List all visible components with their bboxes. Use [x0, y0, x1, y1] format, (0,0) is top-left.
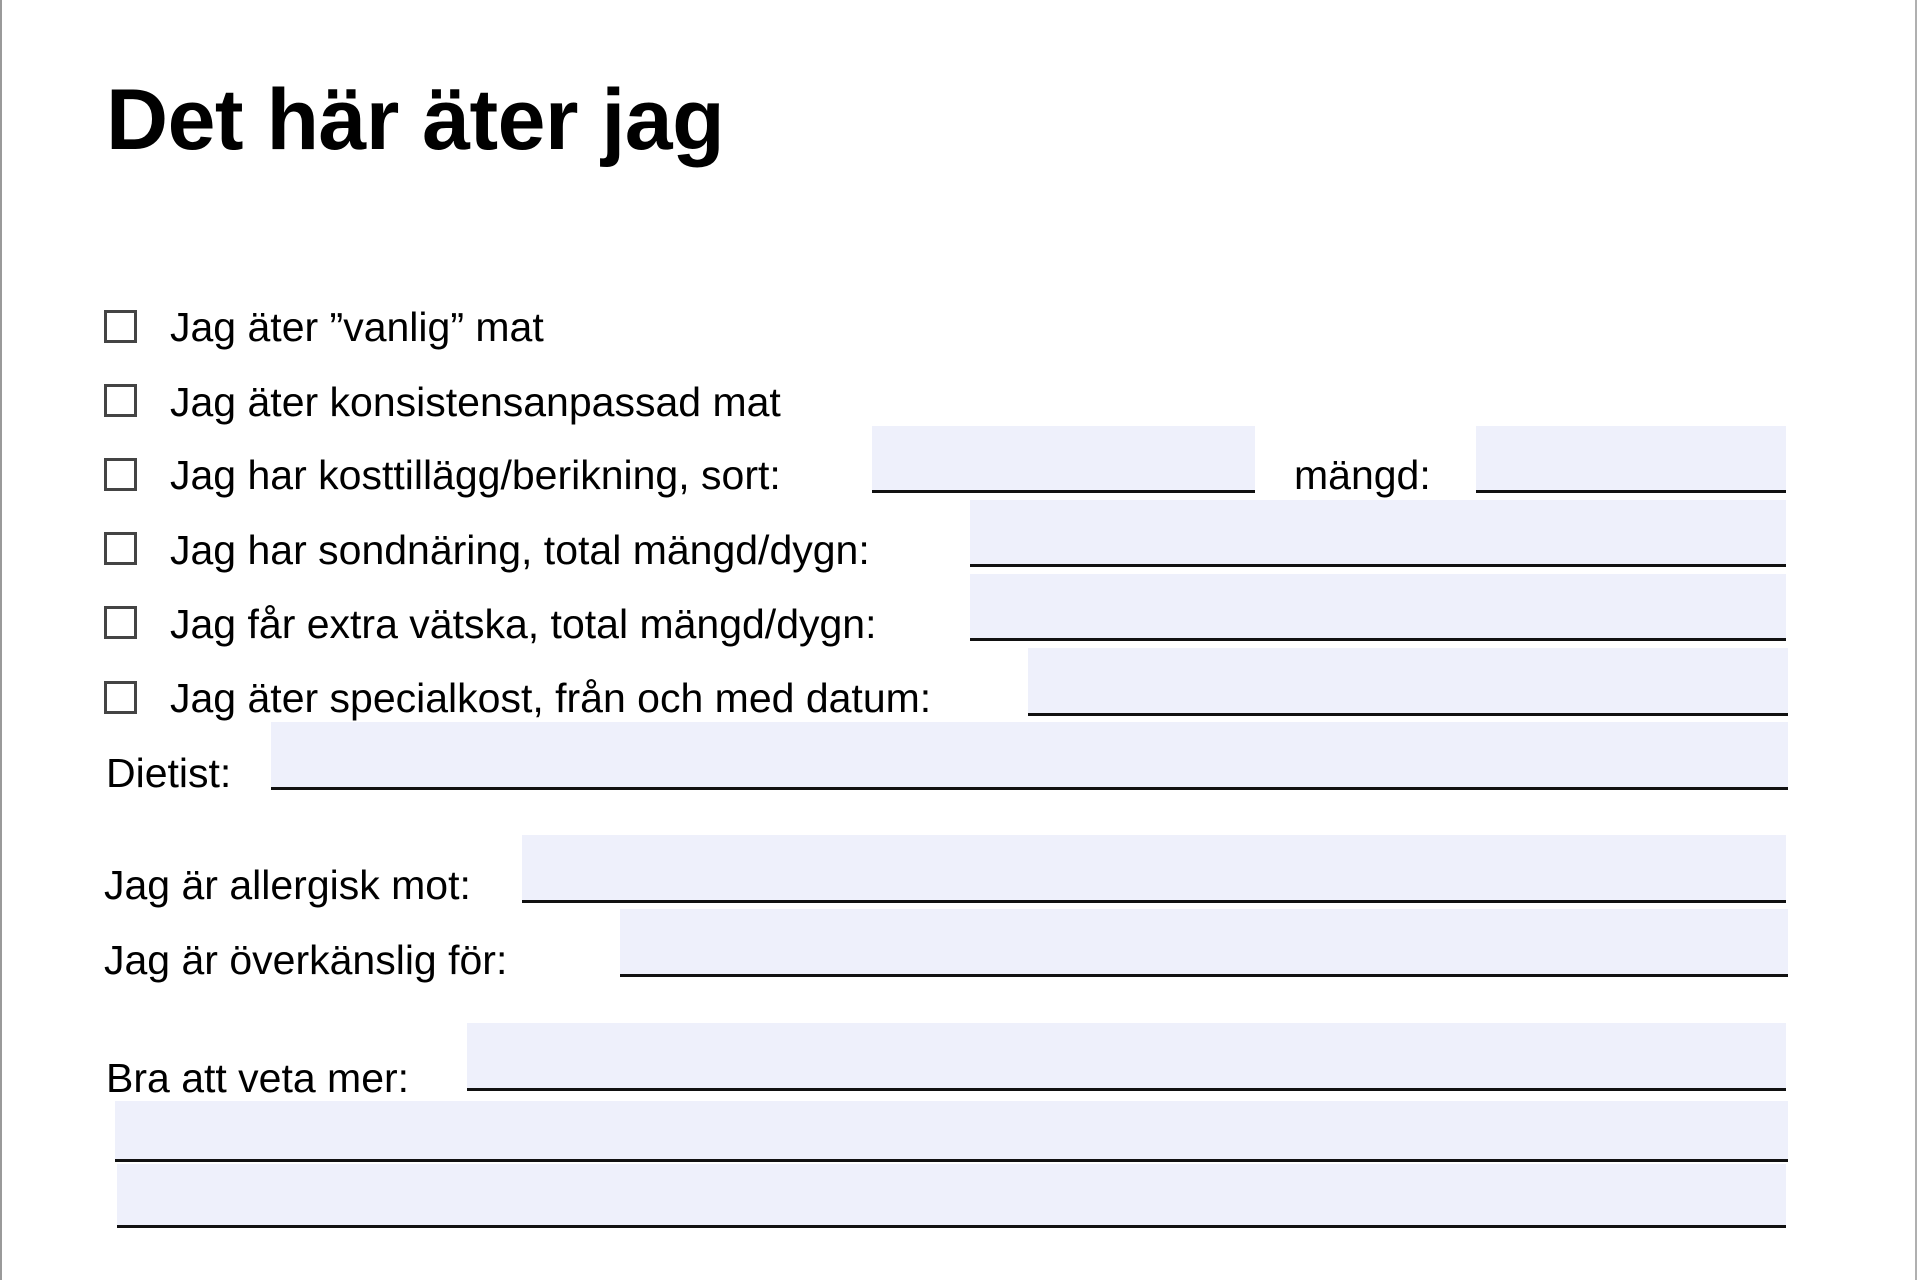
supplement-amount-field[interactable] — [1476, 426, 1786, 493]
label-regular-food: Jag äter ”vanlig” mat — [170, 304, 544, 350]
dietist-field[interactable] — [271, 722, 1788, 790]
extra-fluid-amount-field[interactable] — [970, 574, 1786, 641]
label-tube-feeding: Jag har sondnäring, total mängd/dygn: — [170, 527, 870, 573]
checkbox-tube-feeding[interactable] — [104, 532, 137, 565]
form-title: Det här äter jag — [106, 72, 725, 168]
page-border-right — [1915, 0, 1917, 1280]
more-info-field-line3[interactable] — [117, 1164, 1786, 1228]
tube-feeding-amount-field[interactable] — [970, 500, 1786, 567]
checkbox-supplement[interactable] — [104, 458, 137, 491]
checkbox-texture-modified-food[interactable] — [104, 384, 137, 417]
label-more-info: Bra att veta mer: — [106, 1055, 410, 1101]
label-supplement: Jag har kosttillägg/berikning, sort: — [170, 452, 781, 498]
more-info-field-line2[interactable] — [115, 1101, 1788, 1162]
label-dietist: Dietist: — [106, 750, 232, 796]
label-texture-modified-food: Jag äter konsistensanpassad mat — [170, 379, 781, 425]
checkbox-extra-fluid[interactable] — [104, 606, 137, 639]
label-sensitive: Jag är överkänslig för: — [104, 937, 508, 983]
label-special-diet: Jag äter specialkost, från och med datum: — [170, 675, 932, 721]
sensitive-field[interactable] — [620, 909, 1788, 977]
label-allergic: Jag är allergisk mot: — [104, 862, 471, 908]
label-extra-fluid: Jag får extra vätska, total mängd/dygn: — [170, 601, 877, 647]
page-border-left — [0, 0, 2, 1280]
allergic-field[interactable] — [522, 835, 1786, 903]
special-diet-date-field[interactable] — [1028, 648, 1788, 716]
more-info-field-line1[interactable] — [467, 1023, 1786, 1091]
supplement-type-field[interactable] — [872, 426, 1255, 493]
checkbox-special-diet[interactable] — [104, 681, 137, 714]
checkbox-regular-food[interactable] — [104, 310, 137, 343]
label-amount: mängd: — [1294, 452, 1431, 498]
